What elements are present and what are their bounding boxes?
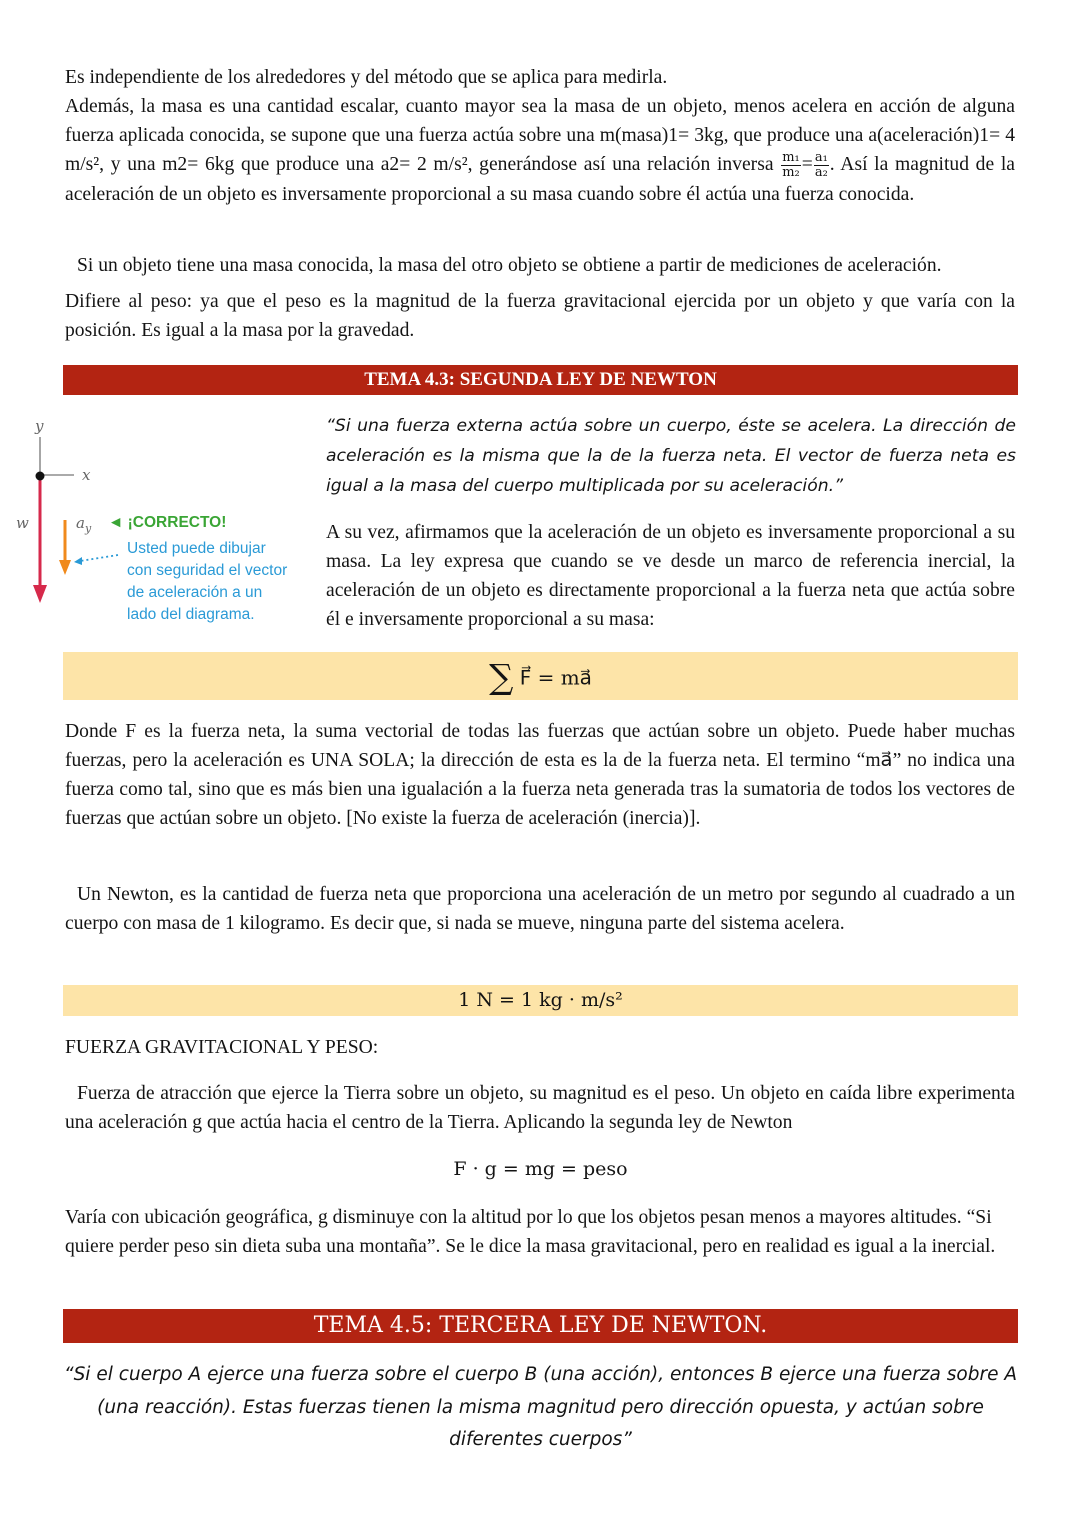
mass-fraction	[781, 151, 801, 180]
third-law-quote-line-2: (una reacción). Estas fuerzas tienen la misma magnitud pero dirección opuesta, y actúan sobre	[97, 1396, 984, 1418]
acceleration-label-a: a	[76, 514, 85, 532]
diagram-note-line-4: lado del diagrama.	[127, 606, 255, 623]
intro-paragraph-1: Es independiente de los alrededores y del método que se aplica para medirla.	[65, 67, 668, 88]
sigma-symbol: ∑	[489, 657, 514, 698]
newton-definition-paragraph: Un Newton, es la cantidad de fuerza neta que proporciona una aceleración de un metro por segundo al cuadrado a un cuerpo con masa de 1 kilogramo. Es decir que, si nada se mueve, ninguna parte del sistema acelera.	[65, 884, 1015, 934]
correct-label: ◄ ¡CORRECTO!	[108, 514, 227, 531]
third-law-quote-line-3: diferentes cuerpos”	[449, 1429, 632, 1450]
third-law-quote-line-1: “Si el cuerpo A ejerce una fuerza sobre el cuerpo B (una acción), entonces B ejerce una fuerza sobre A	[63, 1364, 1017, 1385]
note-pointer-arrowhead	[74, 557, 82, 565]
newton-unit-equation: 1 N = 1 kg · m/s²	[63, 985, 1018, 1016]
accel-fraction-denominator: a₂	[814, 165, 828, 180]
diagram-note-line-2: con seguridad el vector	[127, 562, 288, 579]
third-law-quote	[63, 1359, 1018, 1457]
y-axis-label: y	[35, 417, 44, 435]
accel-fraction-numerator: a₁	[814, 150, 828, 165]
section-header-tema-4-3: TEMA 4.3: SEGUNDA LEY DE NEWTON	[63, 365, 1018, 395]
intro-paragraph-3: Si un objeto tiene una masa conocida, la masa del otro objeto se obtiene a partir de mediciones de aceleración.	[77, 255, 942, 276]
mass-fraction-denominator: m₂	[782, 165, 800, 180]
diagram-note	[127, 538, 287, 626]
intro-paragraph-2-continuation: . Así la magnitud de la aceleración de un objeto es inversamente proporcional a su masa cuando sobre él actúa una fuerza conocida.	[65, 154, 1015, 205]
weight-equation: F · g = mg = peso	[453, 1158, 628, 1180]
accel-fraction	[814, 151, 829, 180]
object-point	[36, 472, 45, 481]
second-law-equation	[63, 652, 1018, 700]
gravity-heading: FUERZA GRAVITACIONAL Y PESO:	[65, 1037, 379, 1058]
acceleration-vector-arrowhead	[59, 560, 71, 575]
intro-paragraph-4: Difiere al peso: ya que el peso es la magnitud de la fuerza gravitacional ejercida por un objeto y que varía con la posición. Es igual a la masa por la gravedad.	[65, 291, 1015, 341]
second-law-paragraph-2: Donde F es la fuerza neta, la suma vectorial de todas las fuerzas que actúan sobre un objeto. Puede haber muchas fuerzas, pero la aceleración es UNA SOLA; la dirección de esta es la de la fuerza neta. El termino “ma⃗” no indica una fuerza como tal, sino que es más bien una igualación a la fuerza neta generada tras la sumatoria de todos los vectores de fuerzas que actúan sobre un objeto. [No existe la fuerza de aceleración (inercia)].	[65, 721, 1015, 829]
second-law-equation-body: F⃗ = ma⃗	[519, 665, 592, 690]
mass-fraction-numerator: m₁	[782, 150, 800, 165]
gravity-paragraph-2: Varía con ubicación geográfica, g disminuye con la altitud por lo que los objetos pesan menos a mayores altitudes. “Si quiere perder peso sin dieta suba una montaña”. Se le dice la masa gravitacional, pero en realidad es igual a la inercial.	[65, 1207, 996, 1257]
diagram-note-line-1: Usted puede dibujar	[127, 540, 266, 557]
acceleration-label	[76, 514, 91, 535]
intro-paragraph-2-text: Además, la masa es una cantidad escalar, cuanto mayor sea la masa de un objeto, menos acelera en acción de alguna fuerza aplicada conocida, se supone que una fuerza actúa sobre una m(masa)1= 3kg, que produce una a(aceleración)1= 4 m/s², y una m2= 6kg que produce una a2= 2 m/s², generándose así una relación inversa	[65, 96, 1015, 175]
section-header-tema-4-5: TEMA 4.5: TERCERA LEY DE NEWTON.	[63, 1309, 1018, 1343]
weight-label: w	[16, 514, 29, 532]
x-axis-label: x	[82, 466, 91, 484]
intro-paragraph-2	[65, 92, 1015, 209]
acceleration-label-subscript: y	[84, 522, 92, 535]
acceleration-diagram	[0, 415, 310, 630]
diagram-note-line-3: de aceleración a un	[127, 584, 263, 601]
second-law-paragraph-1: A su vez, afirmamos que la aceleración de un objeto es inversamente proporcional a su masa. La ley expresa que cuando se ve desde un marco de referencia inercial, la aceleración de un objeto es directamente proporcional a la fuerza neta que actúa sobre él e inversamente proporcional a su masa:	[326, 522, 1015, 630]
note-pointer-line	[80, 555, 118, 561]
second-law-quote: “Si una fuerza externa actúa sobre un cuerpo, éste se acelera. La dirección de aceleración es la misma que la de la fuerza neta. El vector de fuerza neta es igual a la masa del cuerpo multiplicada por su aceleración.”	[326, 416, 1016, 496]
gravity-paragraph-1: Fuerza de atracción que ejerce la Tierra sobre un objeto, su magnitud es el peso. Un objeto en caída libre experimenta una aceleración g que actúa hacia el centro de la Tierra. Aplicando la segunda ley de Newton	[65, 1083, 1015, 1133]
weight-vector-arrowhead	[33, 585, 47, 603]
fraction-equals: =	[801, 154, 813, 175]
